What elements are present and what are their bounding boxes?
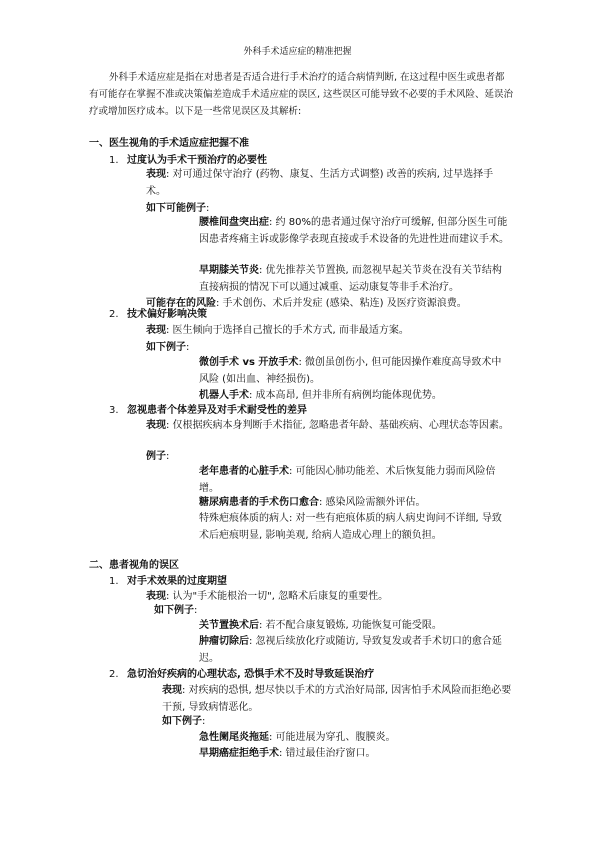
text: : 仅根据疾病本身判断手术指征, 忽略患者年龄、基础疾病、心理状态等因素。 xyxy=(166,420,509,431)
label: 早期膝关节炎 xyxy=(199,265,259,276)
document-title: 外科手术适应症的精准把握 xyxy=(243,47,352,57)
label: 肿瘤切除后 xyxy=(199,636,249,647)
item-description xyxy=(146,166,506,200)
text: : 约 80%的患者通过保守治疗可缓解, 但部分医生可能因患者疼痛主诉或影像学表现直接或手术设备的先进性进而建议手术。 xyxy=(199,217,509,245)
label: 早期癌症拒绝手术 xyxy=(199,748,279,759)
item-number: 1. xyxy=(109,155,119,166)
example-item xyxy=(199,617,509,634)
label: 糖尿病患者的手术伤口愈合 xyxy=(199,497,319,508)
item-title: 过度认为手术干预治疗的必要性 xyxy=(127,155,267,166)
example-item xyxy=(199,729,509,746)
label: 关节置换术后 xyxy=(199,620,259,631)
item-number: 3. xyxy=(109,405,119,416)
label: 微创手术 vs 开放手术 xyxy=(199,357,299,368)
text: : 优先推荐关节置换, 而忽视早起关节炎在没有关节结构直接病损的情况下可以通过减重、运动康复等非手术治疗。 xyxy=(199,265,502,293)
example-item: 特殊疤痕体质的病人: 对一些有疤痕体质的病人病史询问不详细, 导致术后疤痕明显, 影响美观, 给病人造成心理上的额负担。 xyxy=(199,513,502,541)
item-description xyxy=(146,417,511,434)
item-title: 忽视患者个体差异及对手术耐受性的差异 xyxy=(127,405,307,416)
text: : xyxy=(186,342,190,353)
text: : xyxy=(202,716,206,727)
intro-paragraph: 外科手术适应症是指在对患者是否适合进行手术治疗的适合病情判断, 在这过程中医生或患者都有可能存在掌握不准或决策偏差造成手术适应症的误区, 这些误区可能导致不必要的手术风险、延误治疗或增加医疗成本。以下是一些常见误区及其解析: xyxy=(89,72,514,117)
label: 如下例子 xyxy=(154,605,194,616)
label: 可能存在的风险 xyxy=(146,298,216,309)
item-description xyxy=(146,588,526,605)
example-item xyxy=(199,463,509,497)
text: : xyxy=(166,451,170,462)
label: 如下可能例子 xyxy=(146,203,206,214)
label: 机器人手术 xyxy=(199,390,249,401)
text: : 手术创伤、术后并发症 (感染、粘连) 及医疗资源浪费。 xyxy=(216,298,467,309)
label: 如下例子 xyxy=(162,716,202,727)
example-label xyxy=(146,339,189,356)
example-item xyxy=(199,745,509,762)
text: : 对可通过保守治疗 (药物、康复、生活方式调整) 改善的疾病, 过早选择手术。 xyxy=(146,169,494,197)
example-item xyxy=(199,633,509,667)
text: : 认为"手术能根治一切", 忽略术后康复的重要性。 xyxy=(166,591,389,602)
text: : 对疾病的恐惧, 想尽快以手术的方式治好局部, 因害怕手术风险而拒绝必要干预, 导致病情恶化。 xyxy=(162,685,512,713)
label: 表现 xyxy=(146,325,166,336)
item-description xyxy=(162,682,512,716)
item-title: 急切治好疾病的心理状态, 恐惧手术不及时导致延误治疗 xyxy=(127,669,375,680)
text: : 成本高昂, 但并非所有病例均能体现优势。 xyxy=(249,390,442,401)
text: : xyxy=(194,605,198,616)
item-number: 2. xyxy=(109,669,119,680)
label: 急性阑尾炎拖延 xyxy=(199,732,269,743)
text: : 可能进展为穿孔、腹膜炎。 xyxy=(269,732,396,743)
section-2-heading: 二、患者视角的误区 xyxy=(89,560,179,571)
item-title: 技术偏好影响决策 xyxy=(127,309,207,320)
text: : 医生倾向于选择自己擅长的手术方式, 而非最适方案。 xyxy=(166,325,409,336)
label: 老年患者的心脏手术 xyxy=(199,466,289,477)
text: : 错过最佳治疗窗口。 xyxy=(279,748,376,759)
text: : xyxy=(206,203,210,214)
label: 腰椎间盘突出症 xyxy=(199,217,269,228)
item-description xyxy=(146,322,526,339)
example-label xyxy=(162,713,205,730)
label: 表现 xyxy=(146,169,166,180)
text: : 若不配合康复锻炼, 功能恢复可能受限。 xyxy=(259,620,442,631)
example-label xyxy=(146,448,169,465)
item-title: 对手术效果的过度期望 xyxy=(127,576,227,587)
item-number: 2. xyxy=(109,309,119,320)
example-item xyxy=(199,494,509,511)
text: : 可能因心肺功能差、术后恢复能力弱而风险倍增。 xyxy=(199,466,496,494)
label: 表现 xyxy=(162,685,182,696)
text: : 忽视后续放化疗或随访, 导致复发或者手术切口的愈合延迟。 xyxy=(199,636,502,664)
text: : 感染风险需额外评估。 xyxy=(319,497,426,508)
example-item xyxy=(199,214,509,248)
label: 表现 xyxy=(146,420,166,431)
label: 如下例子 xyxy=(146,342,186,353)
label: 表现 xyxy=(146,591,166,602)
example-item xyxy=(199,354,509,388)
example-item xyxy=(199,262,509,296)
label: 例子 xyxy=(146,451,166,462)
text: : 微创虽创伤小, 但可能因操作难度高导致术中风险 (如出血、神经损伤)。 xyxy=(199,357,502,385)
example-label xyxy=(154,602,197,619)
item-number: 1. xyxy=(109,576,119,587)
section-1-heading: 一、医生视角的手术适应症把握不准 xyxy=(89,138,249,149)
